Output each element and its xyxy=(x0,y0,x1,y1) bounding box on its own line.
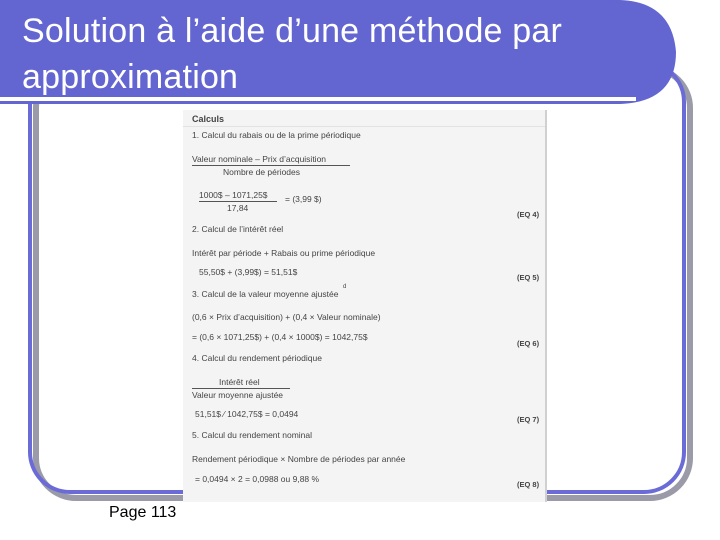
title-underline xyxy=(0,97,636,101)
formula-line: Intérêt par période + Rabais ou prime périodique xyxy=(192,248,376,258)
formula-line: Rendement périodique × Nombre de périodes par année xyxy=(192,454,406,464)
step-3-label: 3. Calcul de la valeur moyenne ajustée xyxy=(192,289,339,299)
fraction-bar xyxy=(199,201,277,202)
step-2-label: 2. Calcul de l’intérêt réel xyxy=(192,224,284,234)
value-denominator: 17,84 xyxy=(227,203,249,213)
step-5-label: 5. Calcul du rendement nominal xyxy=(192,430,313,440)
calculation-document xyxy=(183,110,547,502)
fraction-bar xyxy=(192,165,350,166)
step-4-label: 4. Calcul du rendement périodique xyxy=(192,353,322,363)
value-line: = (0,6 × 1071,25$) + (0,4 × 1000$) = 1042,75$ xyxy=(192,332,368,342)
title-band xyxy=(0,0,720,110)
equation-ref: (EQ 7) xyxy=(517,415,540,424)
doc-separator xyxy=(183,126,545,127)
footnote-marker: d xyxy=(343,284,347,290)
formula-denominator: Valeur moyenne ajustée xyxy=(192,390,284,400)
value-line: 51,51$ ⁄ 1042,75$ = 0,0494 xyxy=(195,409,299,419)
equation-ref: (EQ 4) xyxy=(517,210,540,219)
step-1-label: 1. Calcul du rabais ou de la prime périodique xyxy=(192,130,361,140)
page-number: Page 113 xyxy=(109,504,177,521)
formula-denominator: Nombre de périodes xyxy=(223,167,301,177)
fraction-bar xyxy=(192,388,290,389)
equation-ref: (EQ 5) xyxy=(517,273,540,282)
value-numerator: 1000$ – 1071,25$ xyxy=(199,190,268,200)
doc-heading: Calculs xyxy=(192,114,225,124)
formula-numerator: Intérêt réel xyxy=(219,377,260,387)
equation-ref: (EQ 6) xyxy=(517,339,540,348)
formula-line: (0,6 × Prix d’acquisition) + (0,4 × Valeur nominale) xyxy=(192,312,381,322)
equation-ref: (EQ 8) xyxy=(517,480,540,489)
slide-title: Solution à l’aide d’une méthode par approximation xyxy=(22,12,563,96)
value-line: = 0,0494 × 2 = 0,0988 ou 9,88 % xyxy=(195,474,320,484)
step-1-result: = (3,99 $) xyxy=(285,194,322,204)
formula-numerator: Valeur nominale – Prix d’acquisition xyxy=(192,154,327,164)
value-line: 55,50$ + (3,99$) = 51,51$ xyxy=(199,267,298,277)
